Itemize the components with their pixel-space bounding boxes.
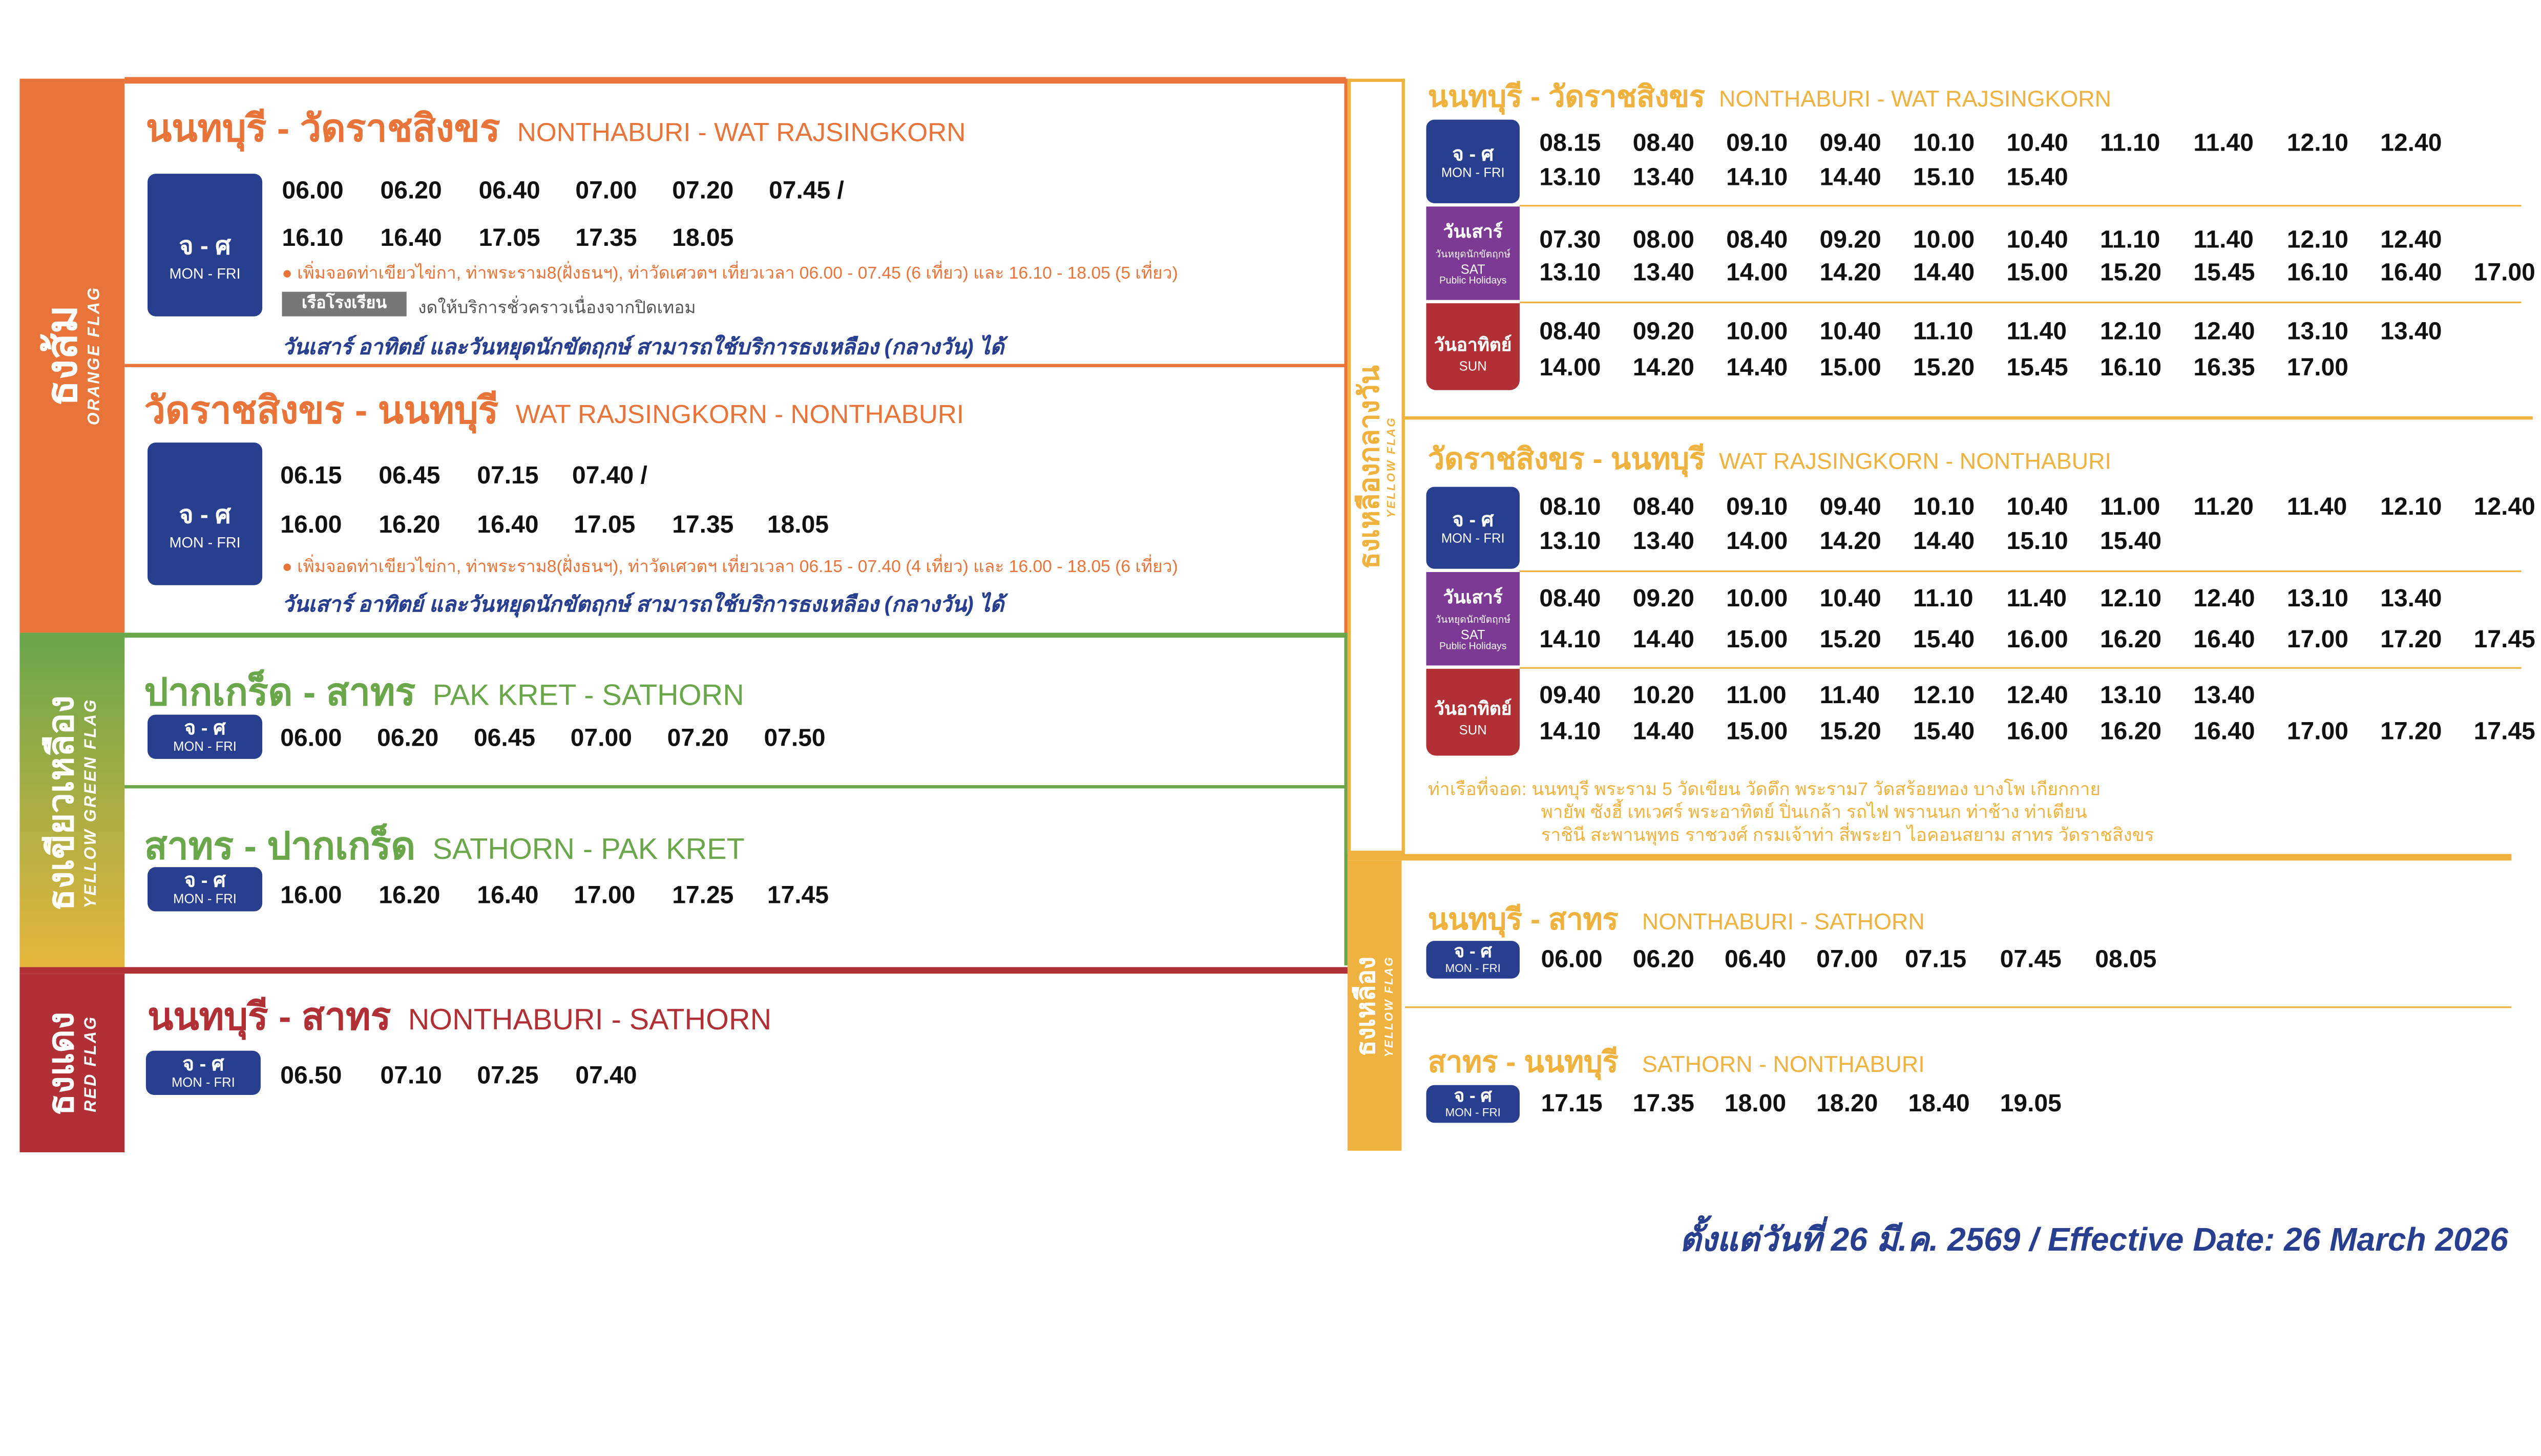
departure-time: 07.25 — [477, 1062, 539, 1090]
departure-time: 16.20 — [2099, 718, 2162, 746]
flag-thai-name: ธงเขียวเหลือง — [40, 694, 81, 911]
departure-time: 16.20 — [379, 881, 440, 910]
departure-time: 16.40 — [477, 511, 539, 539]
route-title — [148, 988, 771, 1047]
route-english: SATHORN - PAK KRET — [432, 832, 745, 866]
departure-times-row — [280, 1062, 637, 1090]
extra-stops-note: ● เพิ่มจอดท่าเขียวไข่กา, ท่าพระราม8(ฝั่งธนฯ), ท่าวัดเศวตฯ เที่ยวเวลา 06.00 - 07.45 (6 เที่ยว) และ 16.10 - 18.05 (5 เที่ยว) — [282, 264, 1178, 284]
mon-fri-badge: จ - ศ MON - FRI — [1426, 941, 1520, 979]
departure-time: 13.40 — [1632, 527, 1694, 556]
departure-time: 17.15 — [1541, 1090, 1603, 1118]
departure-time: 13.10 — [2099, 682, 2162, 710]
departure-time: 11.40 — [2193, 226, 2254, 255]
route-thai: สาทร - นนทบุรี — [1427, 1045, 1619, 1079]
departure-time: 09.10 — [1726, 493, 1788, 521]
departure-time: 10.40 — [2006, 129, 2068, 158]
departure-time: 11.40 — [1819, 682, 1880, 710]
departure-times-row — [1539, 718, 2541, 746]
departure-time: 14.00 — [1726, 259, 1788, 287]
route-english: NONTHABURI - SATHORN — [408, 1003, 772, 1036]
departure-time: 09.40 — [1819, 493, 1881, 521]
route-thai: นนทบุรี - วัดราชสิงขร — [1427, 80, 1705, 113]
departure-time: 07.40 / — [572, 462, 647, 490]
departure-time: 15.00 — [2006, 259, 2068, 287]
departure-time: 18.20 — [1816, 1090, 1878, 1118]
departure-times-row — [280, 462, 647, 490]
departure-time: 15.45 — [2193, 259, 2255, 287]
departure-time: 17.45 — [2473, 718, 2535, 746]
departure-time: 06.45 — [379, 462, 440, 490]
departure-time: 16.10 — [282, 224, 344, 252]
departure-time: 17.05 — [478, 224, 540, 252]
departure-time: 07.15 — [477, 462, 539, 490]
departure-time: 06.20 — [1632, 945, 1694, 974]
departure-time: 11.00 — [1726, 682, 1787, 710]
departure-time: 08.00 — [1632, 226, 1694, 255]
departure-time: 12.10 — [2286, 129, 2349, 158]
flag-thai-name: ธงเหลืองกลางวัน — [1353, 364, 1384, 568]
departure-time: 15.00 — [1819, 354, 1881, 382]
departure-time: 06.20 — [377, 724, 439, 753]
orange-flag-label — [19, 79, 124, 633]
departure-time: 11.40 — [2286, 493, 2347, 521]
extra-stops-note: ● เพิ่มจอดท่าเขียวไข่กา, ท่าพระราม8(ฝั่งธนฯ), ท่าวัดเศวตฯ เที่ยวเวลา 06.15 - 07.40 (4 เที่ยว) และ 16.00 - 18.05 (6 เที่ยว) — [282, 557, 1178, 577]
section-divider — [1405, 1006, 2511, 1008]
route-thai: วัดราชสิงขร - นนทบุรี — [1427, 442, 1705, 476]
yellow-day-divider — [1402, 79, 1405, 854]
departure-time: 16.35 — [2193, 354, 2255, 382]
sunday-badge: วันอาทิตย์ SUN — [1426, 669, 1520, 756]
route-title — [146, 100, 965, 159]
flag-english-name: YELLOW FLAG — [1383, 955, 1395, 1057]
flag-english-name: YELLOW GREEN FLAG — [82, 697, 101, 908]
departure-time: 09.20 — [1632, 585, 1694, 614]
departure-time: 10.20 — [1632, 682, 1694, 710]
route-title — [1428, 895, 1925, 943]
departure-times-row — [280, 882, 829, 910]
departure-time: 13.10 — [1539, 527, 1601, 556]
departure-time: 12.10 — [2286, 226, 2349, 255]
route-title — [1428, 72, 2111, 120]
red-top-rule — [19, 967, 1347, 974]
departure-time: 11.10 — [2099, 226, 2160, 255]
departure-time: 09.20 — [1632, 318, 1694, 346]
departure-time: 06.00 — [282, 177, 344, 205]
departure-time: 12.40 — [2006, 682, 2068, 710]
route-thai: วัดราชสิงขร - นนทบุรี — [144, 388, 499, 431]
departure-time: 15.00 — [1726, 626, 1788, 655]
route-thai: นนทบุรี - วัดราชสิงขร — [145, 107, 500, 150]
departure-times-row — [1539, 130, 2473, 157]
departure-time: 10.00 — [1726, 318, 1788, 346]
departure-times-row — [1539, 682, 2286, 709]
departure-times-row — [1539, 493, 2541, 521]
route-english: WAT RAJSINGKORN - NONTHABURI — [1719, 447, 2111, 474]
piers-note-line: พายัพ ซังฮี้ เทเวศร์ พระอาทิตย์ ปิ่นเกล้า รถไฟ พรานนก ท่าช้าง ท่าเตียน — [1541, 803, 2087, 823]
yellow-top-rule — [1348, 854, 2511, 861]
departure-time: 12.10 — [2099, 318, 2162, 346]
departure-time: 17.20 — [2380, 718, 2442, 746]
departure-time: 17.45 — [767, 881, 829, 910]
departure-time: 15.40 — [2099, 527, 2162, 556]
departure-time: 10.10 — [1913, 493, 1975, 521]
route-thai: สาทร - ปากเกร็ด — [144, 824, 416, 868]
departure-time: 11.40 — [2193, 129, 2254, 158]
departure-time: 16.40 — [2193, 626, 2255, 655]
mon-fri-badge: จ - ศ MON - FRI — [148, 442, 262, 585]
departure-time: 10.40 — [2006, 493, 2068, 521]
yellow-flag-label — [1348, 860, 1402, 1151]
departure-time: 14.00 — [1726, 527, 1788, 556]
route-english: SATHORN - NONTHABURI — [1642, 1050, 1925, 1077]
departure-time: 06.40 — [1725, 945, 1787, 974]
route-title — [1428, 434, 2111, 482]
departure-time: 06.50 — [280, 1062, 342, 1090]
departure-time: 13.40 — [2380, 318, 2442, 346]
departure-time: 11.10 — [1913, 585, 1973, 614]
route-english: NONTHABURI - WAT RAJSINGKORN — [517, 119, 966, 148]
weekend-service-note: วันเสาร์ อาทิตย์ และวันหยุดนักขัตฤกษ์ สามารถใช้บริการธงเหลือง (กลางวัน) ได้ — [282, 334, 1004, 359]
departure-time: 17.00 — [2473, 259, 2535, 287]
departure-times-row — [1539, 528, 2193, 556]
section-divider — [124, 364, 1346, 367]
departure-time: 16.10 — [2286, 259, 2349, 287]
departure-time: 16.40 — [380, 224, 442, 252]
departure-time: 13.40 — [1632, 164, 1694, 192]
departure-time: 07.00 — [1816, 945, 1878, 974]
departure-times-row — [1539, 318, 2473, 346]
departure-times-row — [1539, 259, 2541, 287]
departure-time: 16.00 — [280, 881, 342, 910]
departure-time: 08.40 — [1632, 129, 1694, 158]
sunday-badge: วันอาทิตย์ SUN — [1426, 303, 1520, 390]
departure-time: 14.40 — [1913, 259, 1975, 287]
departure-time: 13.10 — [2286, 585, 2349, 614]
flag-thai-name: ธงส้ม — [37, 305, 87, 407]
mon-fri-badge: จ - ศ MON - FRI — [148, 174, 262, 316]
departure-time: 10.40 — [1819, 318, 1881, 346]
route-english: NONTHABURI - WAT RAJSINGKORN — [1719, 85, 2111, 112]
departure-time: 07.15 — [1905, 945, 1967, 974]
departure-time: 15.10 — [2006, 527, 2068, 556]
row-divider — [1520, 205, 2522, 206]
departure-time: 14.40 — [1726, 354, 1788, 382]
departure-time: 18.05 — [767, 511, 829, 539]
departure-time: 17.20 — [2380, 626, 2442, 655]
departure-time: 11.40 — [2006, 318, 2067, 346]
departure-times-row — [1539, 164, 2100, 192]
departure-times-row — [1539, 626, 2541, 654]
departure-time: 08.10 — [1539, 493, 1601, 521]
departure-time: 09.40 — [1819, 129, 1881, 158]
departure-time: 15.20 — [1819, 626, 1881, 655]
row-divider — [1520, 667, 2522, 669]
departure-time: 16.00 — [2006, 626, 2068, 655]
departure-time: 12.40 — [2380, 226, 2442, 255]
red-flag-label — [19, 974, 124, 1152]
mon-fri-badge: จ - ศ MON - FRI — [148, 867, 262, 911]
route-thai: นนทบุรี - สาทร — [1427, 903, 1619, 936]
departure-time: 16.00 — [280, 511, 342, 539]
departure-time: 19.05 — [2000, 1090, 2062, 1118]
effective-date: ตั้งแต่วันที่ 26 มี.ค. 2569 / Effective Date: 26 March 2026 — [1679, 1222, 2508, 1259]
mon-fri-badge: จ - ศ MON - FRI — [148, 714, 262, 758]
departure-time: 15.40 — [1913, 718, 1975, 746]
departure-time: 13.10 — [2286, 318, 2349, 346]
flag-english-name: YELLOW FLAG — [1386, 415, 1398, 517]
departure-time: 06.20 — [380, 177, 442, 205]
departure-time: 07.00 — [570, 724, 632, 753]
departure-time: 14.20 — [1632, 354, 1694, 382]
departure-time: 17.35 — [672, 511, 734, 539]
saturday-badge: วันเสาร์ วันหยุดนักขัตฤกษ์ SAT Public Holidays — [1426, 206, 1520, 300]
departure-time: 06.15 — [280, 462, 342, 490]
departure-time: 08.40 — [1632, 493, 1694, 521]
departure-time: 17.00 — [2286, 354, 2349, 382]
departure-time: 06.40 — [478, 177, 540, 205]
departure-time: 07.10 — [380, 1062, 442, 1090]
departure-time: 17.00 — [2286, 626, 2349, 655]
departure-time: 17.35 — [575, 224, 637, 252]
departure-time: 09.20 — [1819, 226, 1881, 255]
departure-time: 14.10 — [1539, 718, 1601, 746]
departure-time: 10.10 — [1913, 129, 1975, 158]
departure-time: 14.40 — [1632, 718, 1694, 746]
departure-time: 14.20 — [1819, 259, 1881, 287]
route-title — [144, 664, 744, 723]
departure-time: 14.10 — [1726, 164, 1788, 192]
departure-time: 11.10 — [2099, 129, 2160, 158]
departure-time: 08.40 — [1539, 585, 1601, 614]
departure-time: 07.50 — [764, 724, 826, 753]
departure-time: 15.00 — [1726, 718, 1788, 746]
departure-time: 17.25 — [672, 881, 734, 910]
departure-time: 06.00 — [1541, 945, 1603, 974]
flag-english-name: RED FLAG — [82, 1014, 101, 1112]
departure-times-row — [280, 512, 829, 539]
departure-times-row — [280, 725, 825, 752]
departure-times-row — [1539, 226, 2473, 254]
route-title — [1428, 1038, 1925, 1085]
departure-time: 18.40 — [1908, 1090, 1970, 1118]
departure-time: 14.40 — [1819, 164, 1881, 192]
departure-time: 14.40 — [1913, 527, 1975, 556]
departure-time: 13.40 — [2193, 682, 2255, 710]
departure-times-row — [1539, 354, 2380, 382]
departure-time: 07.20 — [672, 177, 734, 205]
weekend-service-note: วันเสาร์ อาทิตย์ และวันหยุดนักขัตฤกษ์ สามารถใช้บริการธงเหลือง (กลางวัน) ได้ — [282, 592, 1004, 617]
departure-time: 10.00 — [1913, 226, 1975, 255]
departure-time: 08.05 — [2095, 945, 2157, 974]
section-divider — [1405, 416, 2533, 419]
flag-thai-name: ธงแดง — [40, 1011, 81, 1115]
departure-time: 10.40 — [1819, 585, 1881, 614]
departure-time: 13.10 — [1539, 259, 1601, 287]
flag-english-name: ORANGE FLAG — [86, 286, 104, 426]
departure-time: 10.00 — [1726, 585, 1788, 614]
departure-time: 07.40 — [575, 1062, 637, 1090]
saturday-badge: วันเสาร์ วันหยุดนักขัตฤกษ์ SAT Public Holidays — [1426, 572, 1520, 665]
departure-times-row — [1539, 585, 2473, 613]
departure-time: 15.20 — [1913, 354, 1975, 382]
departure-times-row — [1541, 1090, 2062, 1117]
row-divider — [1520, 571, 2522, 572]
mon-fri-badge: จ - ศ MON - FRI — [1426, 487, 1520, 569]
flag-thai-name: ธงเหลือง — [1352, 956, 1380, 1056]
departure-time: 12.40 — [2380, 129, 2442, 158]
departure-time: 13.40 — [1632, 259, 1694, 287]
departure-time: 17.00 — [2286, 718, 2349, 746]
departure-time: 16.20 — [379, 511, 440, 539]
departure-time: 11.00 — [2099, 493, 2160, 521]
departure-time: 13.10 — [1539, 164, 1601, 192]
departure-time: 12.40 — [2193, 318, 2255, 346]
departure-time: 07.45 — [2000, 945, 2062, 974]
departure-time: 17.00 — [574, 881, 636, 910]
piers-note-line: ท่าเรือที่จอด: นนทบุรี พระราม 5 วัดเขียน วัดตึก พระราม7 วัดสร้อยทอง บางโพ เกียกกาย — [1427, 780, 2101, 800]
departure-time: 15.40 — [1913, 626, 1975, 655]
departure-time: 12.10 — [2099, 585, 2162, 614]
departure-time: 14.40 — [1632, 626, 1694, 655]
departure-time: 13.40 — [2380, 585, 2442, 614]
route-title — [144, 382, 964, 441]
departure-time: 16.40 — [477, 881, 539, 910]
departure-time: 14.00 — [1539, 354, 1601, 382]
green-top-rule — [19, 632, 1347, 638]
departure-time: 11.10 — [1913, 318, 1973, 346]
departure-time: 15.10 — [1913, 164, 1975, 192]
school-boat-note: งดให้บริการชั่วคราวเนื่องจากปิดเทอม — [418, 298, 696, 318]
mon-fri-badge: จ - ศ MON - FRI — [146, 1051, 261, 1095]
departure-time: 16.20 — [2099, 626, 2162, 655]
departure-time: 12.10 — [2380, 493, 2442, 521]
route-thai: นนทบุรี - สาทร — [148, 995, 391, 1038]
departure-time: 15.40 — [2006, 164, 2068, 192]
departure-times-row — [1541, 946, 2157, 974]
departure-time: 12.40 — [2473, 493, 2535, 521]
departure-time: 16.00 — [2006, 718, 2068, 746]
departure-time: 17.45 — [2473, 626, 2535, 655]
departure-time: 16.40 — [2193, 718, 2255, 746]
departure-time: 06.45 — [473, 724, 536, 753]
departure-time: 06.00 — [280, 724, 342, 753]
mon-fri-badge: จ - ศ MON - FRI — [1426, 120, 1520, 203]
departure-time: 11.20 — [2193, 493, 2254, 521]
departure-time: 07.45 / — [769, 177, 844, 205]
school-boat-tag: เรือโรงเรียน — [282, 292, 407, 316]
departure-time: 08.40 — [1726, 226, 1788, 255]
departure-time: 07.30 — [1539, 226, 1601, 255]
departure-time: 16.40 — [2380, 259, 2442, 287]
route-english: NONTHABURI - SATHORN — [1642, 908, 1925, 935]
departure-time: 12.40 — [2193, 585, 2255, 614]
departure-time: 08.15 — [1539, 129, 1601, 158]
departure-time: 17.35 — [1632, 1090, 1694, 1118]
departure-time: 10.40 — [2006, 226, 2068, 255]
departure-time: 14.20 — [1819, 527, 1881, 556]
departure-time: 07.20 — [667, 724, 729, 753]
departure-times-row — [282, 224, 734, 252]
departure-time: 15.20 — [1819, 718, 1881, 746]
departure-time: 15.45 — [2006, 354, 2068, 382]
departure-time: 14.10 — [1539, 626, 1601, 655]
departure-time: 16.10 — [2099, 354, 2162, 382]
departure-time: 18.00 — [1725, 1090, 1787, 1118]
route-english: WAT RAJSINGKORN - NONTHABURI — [515, 402, 964, 430]
departure-time: 17.05 — [574, 511, 636, 539]
route-thai: ปากเกร็ด - สาทร — [144, 670, 416, 713]
departure-time: 11.40 — [2006, 585, 2067, 614]
orange-top-rule — [124, 77, 1346, 83]
piers-note-line: ราชินี สะพานพุทธ ราชวงศ์ กรมเจ้าท่า สี่พระยา ไอคอนสยาม สาทร วัดราชสิงขร — [1541, 826, 2154, 846]
section-divider — [124, 785, 1346, 788]
departure-times-row — [282, 177, 844, 205]
departure-time: 09.10 — [1726, 129, 1788, 158]
row-divider — [1520, 302, 2522, 303]
green-flag-label — [19, 638, 124, 967]
departure-time: 07.00 — [575, 177, 637, 205]
departure-time: 12.10 — [1913, 682, 1975, 710]
mon-fri-badge: จ - ศ MON - FRI — [1426, 1085, 1520, 1123]
departure-time: 15.20 — [2099, 259, 2162, 287]
departure-time: 18.05 — [672, 224, 734, 252]
yellow-day-flag-label — [1348, 79, 1402, 854]
departure-time: 08.40 — [1539, 318, 1601, 346]
route-english: PAK KRET - SATHORN — [432, 679, 744, 712]
departure-time: 09.40 — [1539, 682, 1601, 710]
